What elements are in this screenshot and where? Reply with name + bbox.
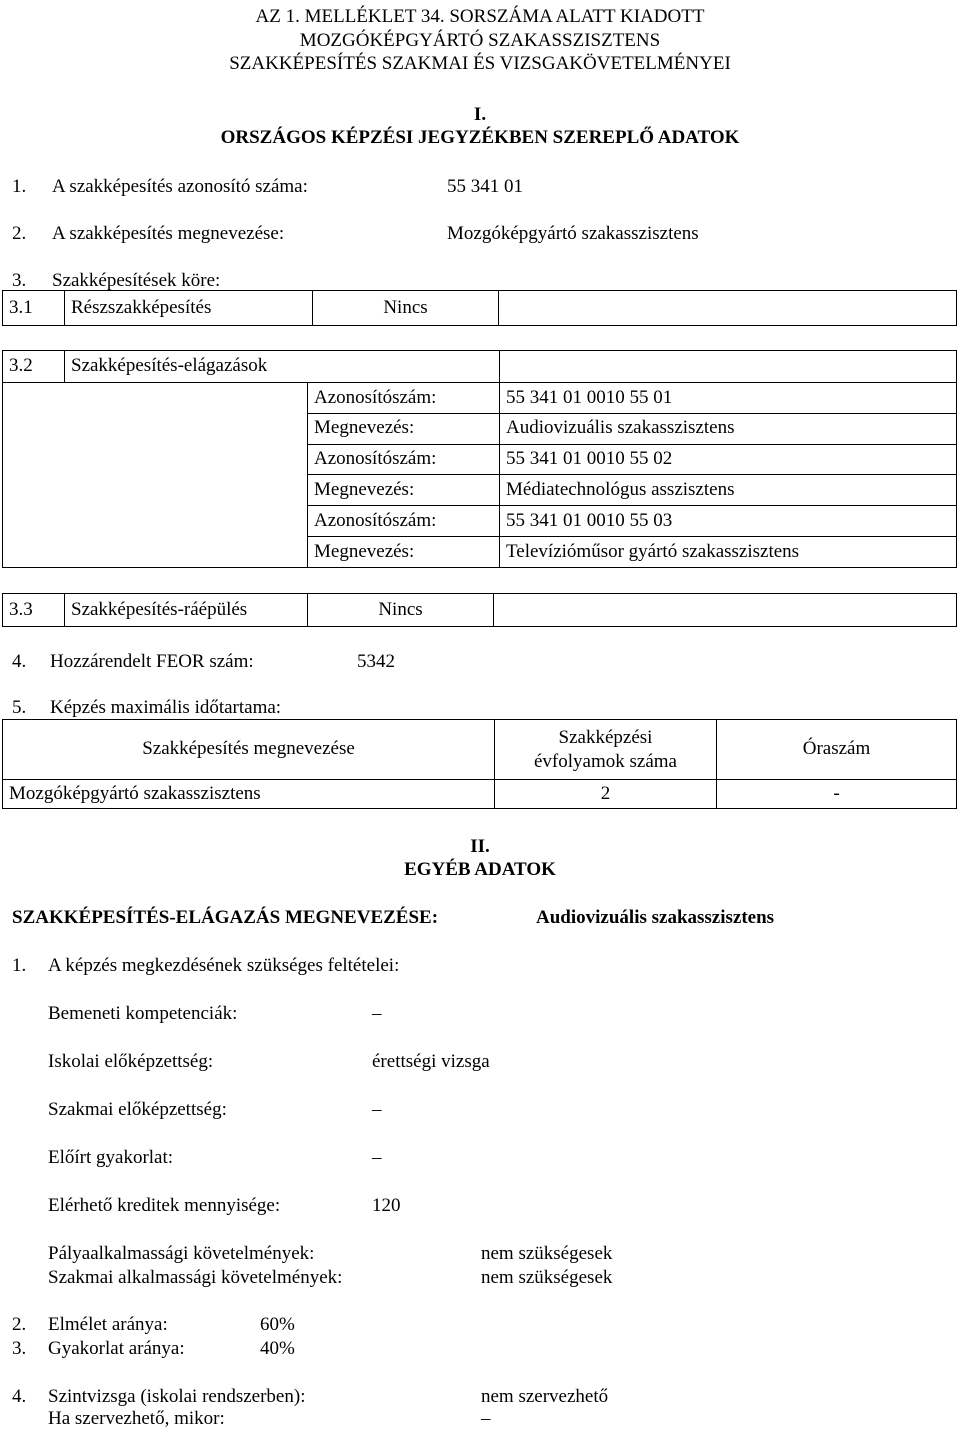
palyaalkalmassagi-value: nem szükségesek bbox=[481, 1243, 613, 1264]
conditions-number: 1. bbox=[12, 955, 27, 976]
branch-row-label: Megnevezés: bbox=[308, 413, 500, 444]
item-3-3-table bbox=[2, 593, 957, 627]
gyakorlat-label: Gyakorlat aránya: bbox=[48, 1338, 185, 1359]
item-3-number: 3. bbox=[12, 270, 27, 291]
kredit-value: 120 bbox=[372, 1195, 401, 1216]
bemeneti-value: – bbox=[372, 1003, 382, 1024]
header-line-2: MOZGÓKÉPGYÁRTÓ SZAKASSZISZTENS bbox=[299, 30, 661, 51]
item-3-2-blank-cell bbox=[3, 383, 308, 568]
szakmai-elokepzettseg-value: – bbox=[372, 1099, 382, 1120]
branch-label: SZAKKÉPESÍTÉS-ELÁGAZÁS MEGNEVEZÉSE: bbox=[12, 907, 439, 928]
branch-row-label: Megnevezés: bbox=[308, 537, 500, 568]
elmelet-value: 60% bbox=[260, 1314, 295, 1335]
elmelet-label: Elmélet aránya: bbox=[48, 1314, 168, 1335]
conditions-label: A képzés megkezdésének szükséges feltételei: bbox=[48, 955, 400, 976]
item-5-label: Képzés maximális időtartama: bbox=[50, 697, 282, 718]
branch-row-value: Televízióműsor gyártó szakasszisztens bbox=[500, 537, 957, 568]
item-3-1-empty bbox=[499, 291, 957, 326]
item-3-label: Szakképesítések köre: bbox=[52, 270, 221, 291]
szintvizsga-number: 4. bbox=[12, 1386, 27, 1407]
header-line-3: SZAKKÉPESÍTÉS SZAKMAI ÉS VIZSGAKÖVETELMÉNYEI bbox=[229, 53, 731, 74]
item-3-1-table bbox=[2, 290, 957, 326]
section-2-number: II. bbox=[470, 836, 490, 857]
section-1-number: I. bbox=[473, 104, 487, 125]
item-3-2-table bbox=[2, 350, 957, 568]
branch-row-value: 55 341 01 0010 55 01 bbox=[500, 383, 957, 414]
branch-row-value: 55 341 01 0010 55 02 bbox=[500, 444, 957, 475]
kredit-label: Elérhető kreditek mennyisége: bbox=[48, 1195, 281, 1216]
item-3-3-value: Nincs bbox=[308, 594, 494, 627]
duration-table bbox=[2, 719, 957, 809]
iskolai-value: érettségi vizsga bbox=[372, 1051, 490, 1072]
mikor-value: – bbox=[481, 1408, 491, 1429]
item-1-value: 55 341 01 bbox=[447, 176, 523, 197]
palyaalkalmassagi-label: Pályaalkalmassági követelmények: bbox=[48, 1243, 315, 1264]
branch-row-label: Azonosítószám: bbox=[308, 383, 500, 414]
gyakorlat-number: 3. bbox=[12, 1338, 27, 1359]
item-3-1-value: Nincs bbox=[313, 291, 499, 326]
duration-row-hours: - bbox=[717, 780, 957, 809]
duration-col-years-line-1: Szakképzési bbox=[558, 726, 653, 748]
branch-row-label: Azonosítószám: bbox=[308, 444, 500, 475]
item-3-3-label: Szakképesítés-ráépülés bbox=[65, 594, 308, 627]
item-2-value: Mozgóképgyártó szakasszisztens bbox=[447, 223, 699, 244]
duration-col-years-line-2: évfolyamok száma bbox=[534, 750, 677, 772]
branch-value: Audiovizuális szakasszisztens bbox=[536, 907, 775, 928]
gyakorlat-value: 40% bbox=[260, 1338, 295, 1359]
duration-row-years: 2 bbox=[495, 780, 717, 809]
item-3-2-empty bbox=[500, 351, 957, 383]
item-3-2-label: Szakképesítés-elágazások bbox=[65, 351, 500, 383]
item-3-1-number: 3.1 bbox=[3, 291, 65, 326]
item-3-3-number: 3.3 bbox=[3, 594, 65, 627]
szintvizsga-label: Szintvizsga (iskolai rendszerben): bbox=[48, 1386, 306, 1407]
item-4-label: Hozzárendelt FEOR szám: bbox=[50, 651, 254, 672]
branch-row-value: Médiatechnológus asszisztens bbox=[500, 475, 957, 506]
szintvizsga-value: nem szervezhető bbox=[481, 1386, 609, 1407]
szakmai-alkalmassagi-label: Szakmai alkalmassági követelmények: bbox=[48, 1267, 343, 1288]
section-1-title: ORSZÁGOS KÉPZÉSI JEGYZÉKBEN SZEREPLŐ ADATOK bbox=[220, 127, 740, 148]
item-2-label: A szakképesítés megnevezése: bbox=[52, 223, 285, 244]
item-1-label: A szakképesítés azonosító száma: bbox=[52, 176, 308, 197]
elmelet-number: 2. bbox=[12, 1314, 27, 1335]
branch-row-value: Audiovizuális szakasszisztens bbox=[500, 413, 957, 444]
szakmai-alkalmassagi-value: nem szükségesek bbox=[481, 1267, 613, 1288]
branch-row-label: Megnevezés: bbox=[308, 475, 500, 506]
header-line-1: AZ 1. MELLÉKLET 34. SORSZÁMA ALATT KIADOTT bbox=[255, 6, 705, 27]
branch-row-label: Azonosítószám: bbox=[308, 506, 500, 537]
eloirt-gyakorlat-value: – bbox=[372, 1147, 382, 1168]
branch-row-value: 55 341 01 0010 55 03 bbox=[500, 506, 957, 537]
mikor-label: Ha szervezhető, mikor: bbox=[48, 1408, 225, 1429]
item-3-3-empty bbox=[494, 594, 957, 627]
item-4-number: 4. bbox=[12, 651, 27, 672]
item-5-number: 5. bbox=[12, 697, 27, 718]
item-3-1-label: Részszakképesítés bbox=[65, 291, 313, 326]
item-3-2-number: 3.2 bbox=[3, 351, 65, 383]
bemeneti-label: Bemeneti kompetenciák: bbox=[48, 1003, 238, 1024]
duration-col-hours: Óraszám bbox=[717, 720, 957, 780]
iskolai-label: Iskolai előképzettség: bbox=[48, 1051, 214, 1072]
duration-col-years bbox=[495, 720, 717, 780]
item-4-value: 5342 bbox=[357, 651, 395, 672]
section-2-title: EGYÉB ADATOK bbox=[404, 859, 556, 880]
szakmai-elokepzettseg-label: Szakmai előképzettség: bbox=[48, 1099, 227, 1120]
item-2-number: 2. bbox=[12, 223, 27, 244]
item-1-number: 1. bbox=[12, 176, 27, 197]
eloirt-gyakorlat-label: Előírt gyakorlat: bbox=[48, 1147, 174, 1168]
duration-row-name: Mozgóképgyártó szakasszisztens bbox=[3, 780, 495, 809]
duration-col-name: Szakképesítés megnevezése bbox=[3, 720, 495, 780]
